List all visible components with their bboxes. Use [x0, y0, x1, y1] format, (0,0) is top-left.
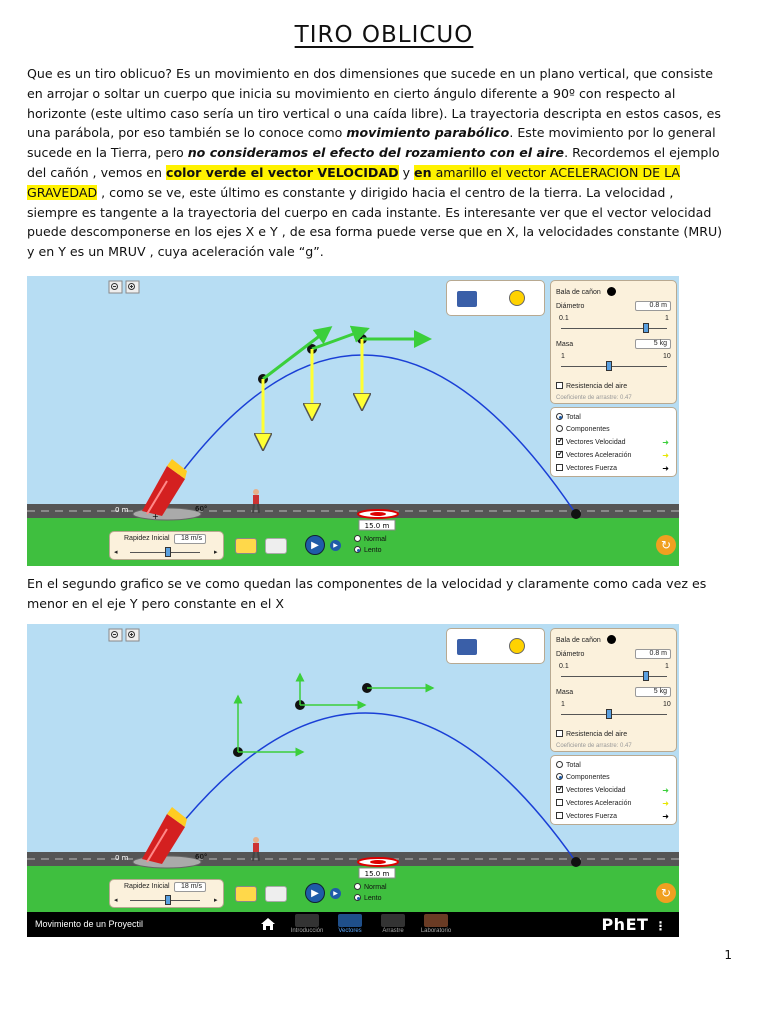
angle-label: 60° [195, 853, 208, 861]
mass-slider[interactable] [561, 714, 667, 715]
mass-value: 5 kg [635, 687, 671, 697]
checkbox-velocity-vectors[interactable]: ✓Vectores Velocidad ➜ [556, 438, 673, 446]
intro-text-1: Que es un tiro oblicuo? Es un movimiento en dos dimensiones que sucede en un plano vertical, que consiste en arrojar o soltar un cuerpo que inicia su movimiento en cierto ángulo diferente a 90º con respecto al horizonte (este ultimo caso sería un tiro vertical o una caída libre). La trayectoria descripta en estos casos, es una parábola, por eso también se lo conoce como [27, 66, 721, 141]
diameter-min: 0.1 [559, 663, 569, 670]
speed-increase-button[interactable]: ▸ [214, 897, 218, 904]
speed-normal-radio[interactable]: Normal [354, 535, 387, 543]
navigation-bar [27, 912, 679, 937]
step-button[interactable]: ▶ [330, 540, 341, 551]
home-icon[interactable] [260, 917, 276, 931]
initial-speed-label: Rapidez Inicial [124, 883, 170, 890]
projectile-panel [550, 280, 677, 404]
black-arrow-icon: ➜ [662, 464, 669, 473]
app-title: Movimiento de un Proyectil [35, 919, 144, 929]
radio-components[interactable]: Componentes [556, 425, 610, 433]
second-paragraph: En el segundo grafico se ve como quedan las componentes de la velocidad y claramente como cada vez es menor en el eje Y pero constante en el X [27, 576, 707, 611]
initial-speed-label: Rapidez Inicial [124, 535, 170, 542]
initial-speed-value: 18 m/s [174, 882, 206, 892]
eraser-button[interactable] [235, 538, 257, 554]
radio-components-indicator[interactable] [556, 425, 563, 432]
mass-slider[interactable] [561, 366, 667, 367]
simulation-screenshot-1 [27, 276, 679, 566]
initial-speed-value: 18 m/s [174, 534, 206, 544]
intro-highlight-en: en [414, 164, 432, 180]
mass-min: 1 [561, 701, 565, 708]
drag-coefficient: Coeficiente de arrastre: 0.47 [556, 395, 632, 401]
radio-components-indicator[interactable] [556, 773, 563, 780]
target-distance: 15.0 m [364, 870, 390, 878]
cannonball-icon [607, 287, 616, 296]
diameter-label: Diámetro [556, 651, 585, 658]
projectile-panel [550, 628, 677, 752]
tab-vectors[interactable]: Vectores [330, 914, 370, 934]
intro-text-5: , como se ve, este último es constante y dirigido hacia el centro de la tierra. La velocidad , siempre es tangente a la trayectoria del cuerpo en cada instante. Es interesante ver que el vector velocidad puede descomponerse en los ejes X e Y , de esa forma puede verse que en X, la velocidades constante (MRU) y en Y es un MRUV , cuya aceleración vale “g”. [27, 184, 723, 260]
mass-value: 5 kg [635, 339, 671, 349]
speed-slow-radio[interactable]: Lento [354, 546, 382, 554]
intro-text-3: . Recordemos el ejemplo del cañón , vemos en [27, 145, 720, 180]
tab-lab[interactable]: Laboratorio [416, 914, 456, 934]
radio-total[interactable]: Total [556, 413, 581, 421]
mass-label: Masa [556, 689, 574, 696]
mass-min: 1 [561, 353, 565, 360]
speed-increase-button[interactable]: ▸ [214, 549, 218, 556]
intro-highlight-velocity: color verde el vector VELOCIDAD [166, 164, 399, 180]
vectors-panel [550, 407, 677, 477]
zoom-in-icon[interactable] [126, 629, 139, 641]
air-resistance-checkbox[interactable]: Resistencia del aire [556, 730, 627, 738]
intro-text-2: . Este movimiento por lo general sucede en la Tierra, pero [27, 125, 716, 161]
time-tool-icon[interactable] [457, 291, 477, 307]
step-button[interactable]: ▶ [330, 888, 341, 899]
time-tool-icon[interactable] [457, 639, 477, 655]
diameter-max: 1 [665, 315, 669, 322]
zoom-out-icon[interactable] [109, 629, 122, 641]
diameter-slider[interactable] [561, 676, 667, 677]
green-arrow-icon: ➜ [662, 438, 669, 447]
green-arrow-icon: ➜ [662, 786, 669, 795]
projectile-landed [571, 509, 581, 519]
angle-label: 60° [195, 505, 208, 513]
drag-coefficient: Coeficiente de arrastre: 0.47 [556, 743, 632, 749]
height-label: 0 m [115, 506, 129, 514]
mass-slider-thumb[interactable] [606, 361, 612, 371]
checkbox-velocity-vectors[interactable]: ✓Vectores Velocidad ➜ [556, 786, 673, 794]
tools-panel[interactable] [446, 280, 545, 316]
reset-button[interactable]: ↻ [656, 535, 676, 555]
fire-button[interactable] [265, 538, 287, 554]
radio-total-indicator[interactable] [556, 761, 563, 768]
reset-button[interactable]: ↻ [656, 883, 676, 903]
tab-intro[interactable]: Introducción [287, 914, 327, 934]
vectors-panel [550, 755, 677, 825]
air-resistance-checkbox[interactable]: Resistencia del aire [556, 382, 627, 390]
intro-emphasis-friction: no consideramos el efecto del rozamiento con el aire [187, 145, 565, 161]
zoom-in-icon[interactable] [126, 281, 139, 293]
diameter-label: Diámetro [556, 303, 585, 310]
speed-normal-radio[interactable]: Normal [354, 883, 387, 891]
play-button[interactable]: ▶ [305, 535, 325, 555]
diameter-value: 0.8 m [635, 649, 671, 659]
tools-panel[interactable] [446, 628, 545, 664]
diameter-max: 1 [665, 663, 669, 670]
speed-slow-radio[interactable]: Lento [354, 894, 382, 902]
speed-decrease-button[interactable]: ◂ [114, 897, 118, 904]
yellow-arrow-icon: ➜ [662, 451, 669, 460]
checkbox-acceleration-vectors[interactable]: Vectores Aceleración ➜ [556, 799, 673, 807]
eraser-button[interactable] [235, 886, 257, 902]
radio-total[interactable]: Total [556, 761, 581, 769]
page-title-text: TIRO OBLICUO [294, 22, 474, 48]
initial-speed-thumb[interactable] [165, 547, 171, 557]
yellow-arrow-icon: ➜ [662, 799, 669, 808]
mass-label: Masa [556, 341, 574, 348]
zoom-out-icon[interactable] [109, 281, 122, 293]
diameter-slider[interactable] [561, 328, 667, 329]
mass-slider-thumb[interactable] [606, 709, 612, 719]
height-label: 0 m [115, 854, 129, 862]
fire-button[interactable] [265, 886, 287, 902]
diameter-slider-thumb[interactable] [643, 323, 649, 333]
intro-paragraph [27, 64, 727, 262]
black-arrow-icon: ➜ [662, 812, 669, 821]
initial-speed-panel [109, 531, 224, 560]
diameter-min: 0.1 [559, 315, 569, 322]
projectile-type-label[interactable]: Bala de cañon [556, 635, 616, 644]
projectile-landed [571, 857, 581, 867]
target[interactable] [358, 858, 398, 866]
play-button[interactable]: ▶ [305, 883, 325, 903]
radio-total-indicator[interactable] [556, 413, 563, 420]
tape-measure-icon[interactable] [509, 638, 525, 654]
diameter-slider-thumb[interactable] [643, 671, 649, 681]
target-distance: 15.0 m [364, 522, 390, 530]
intro-emphasis-parabolic: movimiento parabólico [346, 125, 510, 141]
tape-measure-icon[interactable] [509, 290, 525, 306]
intro-highlight-gravity: amarillo el vector ACELERACION DE LA GRAVEDAD [27, 164, 681, 200]
radio-components[interactable]: Componentes [556, 773, 610, 781]
mass-max: 10 [663, 353, 671, 360]
speed-decrease-button[interactable]: ◂ [114, 549, 118, 556]
mass-max: 10 [663, 701, 671, 708]
cannonball-icon [607, 635, 616, 644]
svg-text:+: + [152, 512, 159, 521]
page-number: 1 [724, 948, 732, 962]
initial-speed-thumb[interactable] [165, 895, 171, 905]
tab-drag[interactable]: Arrastre [373, 914, 413, 934]
projectile-type-label[interactable]: Bala de cañon [556, 287, 616, 296]
phet-logo[interactable]: PhET ⋮ [601, 915, 667, 934]
checkbox-acceleration-vectors[interactable]: ✓Vectores Aceleración ➜ [556, 451, 673, 459]
intro-text-4: y [398, 164, 415, 180]
page-title [0, 22, 768, 48]
simulation-screenshot-2 [27, 624, 679, 937]
diameter-value: 0.8 m [635, 301, 671, 311]
target[interactable] [358, 510, 398, 518]
checkbox-force-vectors[interactable]: Vectores Fuerza ➜ [556, 464, 673, 472]
checkbox-force-vectors[interactable]: Vectores Fuerza ➜ [556, 812, 673, 820]
initial-speed-panel [109, 879, 224, 908]
